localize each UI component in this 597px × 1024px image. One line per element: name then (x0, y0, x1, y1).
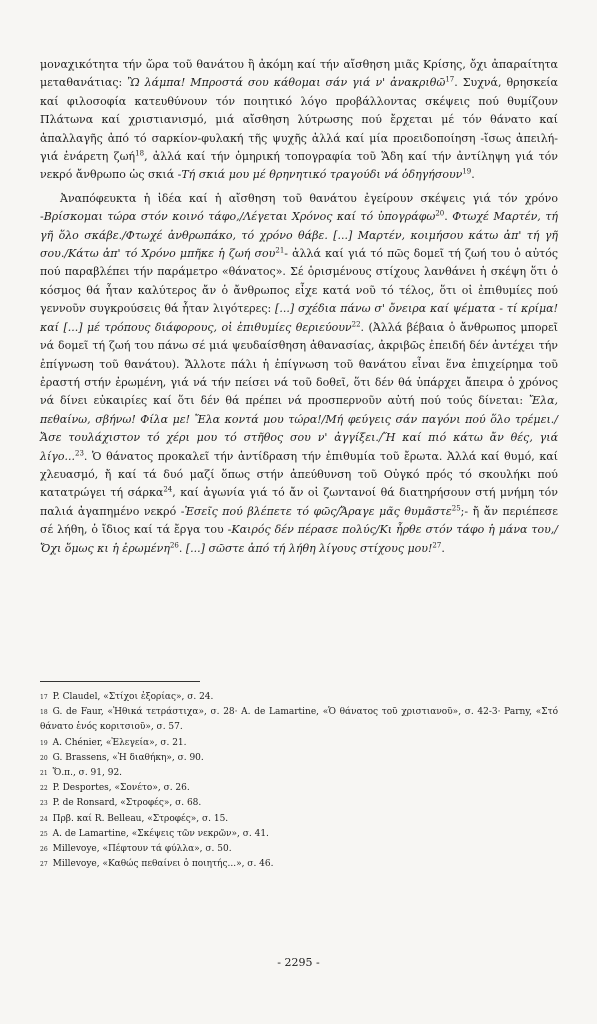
footnote-ref: 25 (451, 504, 461, 513)
footnote-text: Πρβ. καί R. Belleau, «Στροφές», σ. 15. (52, 813, 229, 824)
footnote-number: 18 (40, 709, 48, 717)
footnote-text: A. Chénier, «Ἐλεγεία», σ. 21. (52, 737, 187, 748)
footnote (40, 751, 558, 766)
footnote-ref: 26 (169, 540, 179, 549)
footnote-number: 22 (40, 785, 48, 793)
footnote-number: 24 (40, 815, 48, 823)
quoted-verse: Καιρός δέν πέρασε πολύς/Κι ἦρθε στόν τάφο ἡ μάνα του,/Ὄχι ὅμως κι ἡ ἐρωμένη (40, 523, 558, 555)
footnote (40, 812, 558, 827)
paragraph-1 (40, 56, 558, 185)
footnote-text: G. Brassens, «Ἡ διαθήκη», σ. 90. (52, 752, 204, 763)
footnote-ref: 18 (135, 149, 145, 158)
footnote-text: Ὅ.π., σ. 91, 92. (52, 768, 123, 779)
footnote-text: P. Claudel, «Στίχοι ἐξορίας», σ. 24. (52, 692, 214, 702)
quoted-verse: Τή σκιά μου μέ θρηνητικό τραγούδι νά ὁδηγήσουν (181, 168, 463, 182)
quoted-verse: Βρίσκομαι τώρα στόν κοινό τάφο,/Λέγεται Χρόνος καί τό ὑπογράφω (43, 210, 436, 224)
footnote (40, 736, 558, 751)
text-run: . (Ἀλλά βέβαια ὁ ἄνθρωπος μπορεῖ νά δομεῖ τή ζωή του πάνω σέ μιά ψευδαίσθηση ἀθανασίας, ἀκριβῶς ἐπειδή δέν ἀντέχει τήν ἐπίγνωση τοῦ θανάτου). Ἄλλοτε πάλι ἡ ἐπίγνωση τοῦ θανάτου εἶναι ἕνα ἐπιχείρημα τοῦ ἐραστή στήν ἐρωμένη, γιά νά τήν πείσει νά τοῦ δοθεῖ, ὅτι δέν θά ὑπάρχει ἄπειρα ὁ χρόνος νά δίνει εὐκαιρίες καί ὅτι δέν θά πρέπει νά προσπερνοῦν αὐτή πού τούς δίνεται: (40, 320, 558, 408)
text-run: , ἀλλά καί τήν ὁμηρική τοπογραφία τοῦ Ἅδη καί τήν ἀντίληψη γιά τόν νεκρό ἄνθρωπο ὡς σκιά - (40, 150, 558, 182)
footnote-ref: 23 (74, 448, 84, 457)
text-run: . Ὁ θάνατος προκαλεῖ τήν ἀντίδραση τήν ἐπιθυμία τοῦ ἔρωτα. Ἀλλά καί θυμό, καί χλευασμό, ἤ καί τά δυό μαζί ὅπως στήν ἀπεύθυνση τοῦ Οὐγκό πρός τό σκουλήκι πού κατατρώγει τή σάρκα (40, 449, 558, 500)
footnote-ref: 22 (351, 320, 361, 329)
body-text (40, 56, 558, 558)
footnote-number: 27 (40, 861, 48, 869)
footnote (40, 690, 558, 705)
text-run: . (178, 541, 186, 555)
footnote (40, 766, 558, 781)
page-number: - 2295 - (277, 956, 320, 969)
footnote-ref: 17 (445, 75, 455, 84)
footnote (40, 796, 558, 811)
footnote-text: Millevoye, «Πέφτουν τά φύλλα», σ. 50. (52, 844, 232, 855)
quoted-verse: Ὢ λάμπα! Μπροστά σου κάθομαι σάν γιά ν' ἀνακριθῶ (127, 76, 446, 90)
quoted-verse: Φτωχέ Μαρτέν, τή γῆ ὅλο σκάβε./Φτωχέ ἀνθρωπάκο, τό χρόνο θάβε. [...] Μαρτέν, κοιμήσου κάτω ἀπ' τή γῆ σου./Κάτω ἀπ' τό Χρόνο μπῆκε ἡ ζωή σου (40, 210, 558, 261)
text-run: ;- ἤ ἄν περιέπεσε σέ λήθη, ὁ ἴδιος καί τά ἔργα του - (40, 504, 558, 537)
footnote (40, 781, 558, 796)
footnote-ref: 19 (462, 167, 472, 176)
text-run: Ἀναπόφευκτα ἡ ἰδέα καί ἡ αἴσθηση τοῦ θανάτου ἐγείρουν σκέψεις γιά τόν χρόνο - (40, 191, 558, 224)
footnote-text: P. de Ronsard, «Στροφές», σ. 68. (52, 798, 202, 809)
footnote-divider (40, 681, 200, 682)
footnote-text: G. de Faur, «Ἠθικά τετράστιχα», σ. 28· A. de Lamartine, «Ὁ θάνατος τοῦ χριστιανοῦ», σ. 42-3· Parny, «Στό θάνατο ἑνός κοριτσιοῦ», σ. 57. (40, 707, 558, 733)
footnote-number: 25 (40, 830, 48, 838)
footnote-text: P. Desportes, «Σονέτο», σ. 26. (52, 783, 190, 794)
footnote (40, 705, 558, 735)
quoted-verse: [...] σῶστε ἀπό τή λήθη λίγους στίχους μου! (185, 541, 433, 555)
text-run: , καί ἀγωνία γιά τό ἄν οἱ ζωντανοί θά διατηρήσουν στή μνήμη τόν παλιά ἀγαπημένο νεκρό - (40, 486, 558, 518)
footnote-number: 21 (40, 770, 48, 778)
text-run: μοναχικότητα τήν ὥρα τοῦ θανάτου ἢ ἀκόμη καί τήν αἴσθηση μιᾶς Κρίσης, ὄχι ἀπαραίτητα μεταθανάτιας: (40, 58, 558, 90)
footnote-number: 26 (40, 846, 48, 854)
footnote (40, 842, 558, 857)
footnote-number: 20 (40, 754, 48, 762)
footnote-ref: 24 (163, 485, 173, 494)
paragraph-2 (40, 190, 558, 558)
footnote-text: Millevoye, «Καθώς πεθαίνει ὁ ποιητής...», σ. 46. (52, 859, 274, 870)
quoted-verse: [...] σχέδια πάνω σ' ὄνειρα καί ψέματα - τί κρίμα! καί [...] μέ τρόπους διάφορους, οἱ ἐπιθυμίες θεριεύουν (40, 302, 558, 334)
footnote-ref: 27 (432, 540, 442, 549)
footnotes-list (40, 690, 558, 872)
footnote-ref: 21 (275, 246, 285, 255)
footnote-number: 17 (40, 694, 48, 701)
quoted-verse: Ἐσεῖς πού βλέπετε τό φῶς/Ἄραγε μᾶς θυμᾶστε (184, 504, 452, 518)
footnote-number: 19 (40, 739, 48, 747)
text-run: . Συχνά, θρησκεία καί φιλοσοφία κατευθύνουν τόν ποιητικό λόγο προβάλλοντας σκέψεις πού θυμίζουν Πλάτωνα καί χριστιανισμό, μιά αἴσθηση λύτρωσης πού ἔρχεται μέ τόν θάνατο καί ἀπαλλαγῆς ἀπό τό σαρκίον-φυλακή τῆς ψυχῆς ἀλλά καί μία προειδοποίηση -ἴσως ἀπειλή- γιά ἐνάρετη ζωή (40, 76, 558, 164)
text-run: . (471, 168, 475, 182)
footnote-ref: 20 (435, 209, 445, 218)
footnote-text: A. de Lamartine, «Σκέψεις τῶν νεκρῶν», σ. 41. (52, 828, 269, 839)
quoted-verse: Ἔλα, πεθαίνω, σβήνω! Φίλα με! Ἔλα κοντά μου τώρα!/Μή φεύγεις σάν παγόνι πού ὅλο τρέμει./Ἄσε τουλάχιστον τό χέρι μου τό στῆθος σου ν' ἀγγίξει./Ἤ καί πιό κάτω ἄν θές, γιά λίγο... (40, 394, 558, 463)
text-run: - ἀλλά καί γιά τό πῶς δομεῖ τή ζωή του ὁ αὐτός πού παραβλέπει τήν παράμετρο «θάνατος». Σέ ὁρισμένους στίχους λανθάνει ἡ σκέψη ὅτι ὁ κόσμος θά ἦταν καλύτερος ἄν ὁ ἄνθρωπος εἶχε κατά νοῦ τό τέλος, ὅτι οἱ ἐπιθυμίες πού γεννοῦν συγκρούσεις θά ἦταν λιγότερες: (40, 247, 558, 316)
footnote (40, 827, 558, 842)
text-run: . (444, 210, 453, 224)
text-run: . (441, 541, 445, 555)
footnote-number: 23 (40, 800, 48, 808)
footnote (40, 857, 558, 872)
